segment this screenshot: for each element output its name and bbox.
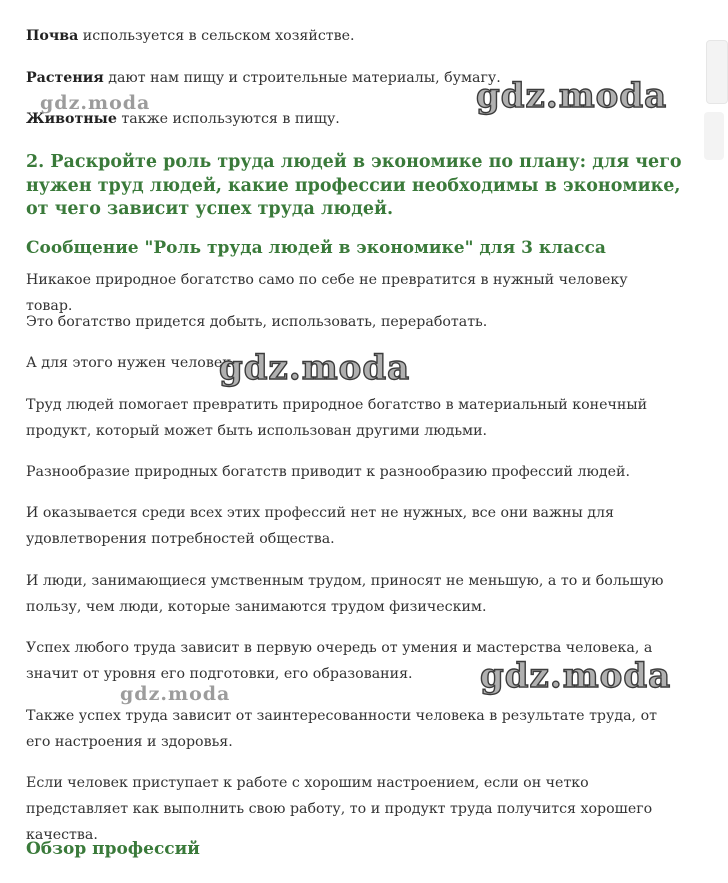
next-heading-cut: Обзор профессий [26, 839, 200, 859]
paragraph: Успех любого труда зависит в первую очередь от умения и мастерства человека, а значит от уровня его подготовки, его образования. [26, 640, 653, 682]
message-heading: Сообщение "Роль труда людей в экономике" для 3 класса [26, 238, 606, 258]
paragraph: А для этого нужен человек. [26, 355, 236, 371]
intro-term: Растения [26, 70, 104, 86]
cut-top-line [26, 0, 526, 6]
paragraph: Если человек приступает к работе с хорошим настроением, если он четко представляет как выполнить свою работу, то и продукт труда получится хорошего качества. [26, 775, 653, 843]
paragraph: Разнообразие природных богатств приводит к разнообразию профессий людей. [26, 464, 630, 480]
paragraph: Также успех труда зависит от заинтересованности человека в результате труда, от его настроения и здоровья. [26, 708, 657, 750]
paragraph: Никакое природное богатство само по себе не превратится в нужный человеку товар. [26, 272, 628, 314]
watermark: gdz.moda [40, 92, 151, 114]
intro-term: Животные [26, 111, 117, 127]
watermark: gdz.moda [120, 683, 231, 705]
task-heading: 2. Раскройте роль труда людей в экономике по плану: для чего нужен труд людей, какие профессии необходимы в экономике, от чего зависит успех труда людей. [26, 152, 682, 219]
watermark: gdz.moda [476, 76, 668, 116]
paragraph: Это богатство придется добыть, использовать, переработать. [26, 314, 488, 330]
side-widget-edge [706, 40, 728, 104]
intro-term: Почва [26, 28, 79, 44]
side-widget-edge [704, 112, 724, 160]
intro-text: используется в сельском хозяйстве. [78, 28, 355, 44]
intro-text: дают нам пищу и строительные материалы, бумагу. [103, 70, 501, 86]
intro-soil [26, 23, 676, 49]
watermark: gdz.moda [219, 348, 411, 388]
intro-text: также используются в пищу. [116, 111, 340, 127]
paragraph: И люди, занимающиеся умственным трудом, приносят не меньшую, а то и большую пользу, чем люди, которые занимаются трудом физическим. [26, 573, 664, 615]
paragraph: Труд людей помогает превратить природное богатство в материальный конечный продукт, который может быть использован другими людьми. [26, 397, 648, 439]
paragraph: И оказывается среди всех этих профессий нет не нужных, все они важны для удовлетворения потребностей общества. [26, 505, 614, 547]
watermark: gdz.moda [480, 656, 672, 696]
